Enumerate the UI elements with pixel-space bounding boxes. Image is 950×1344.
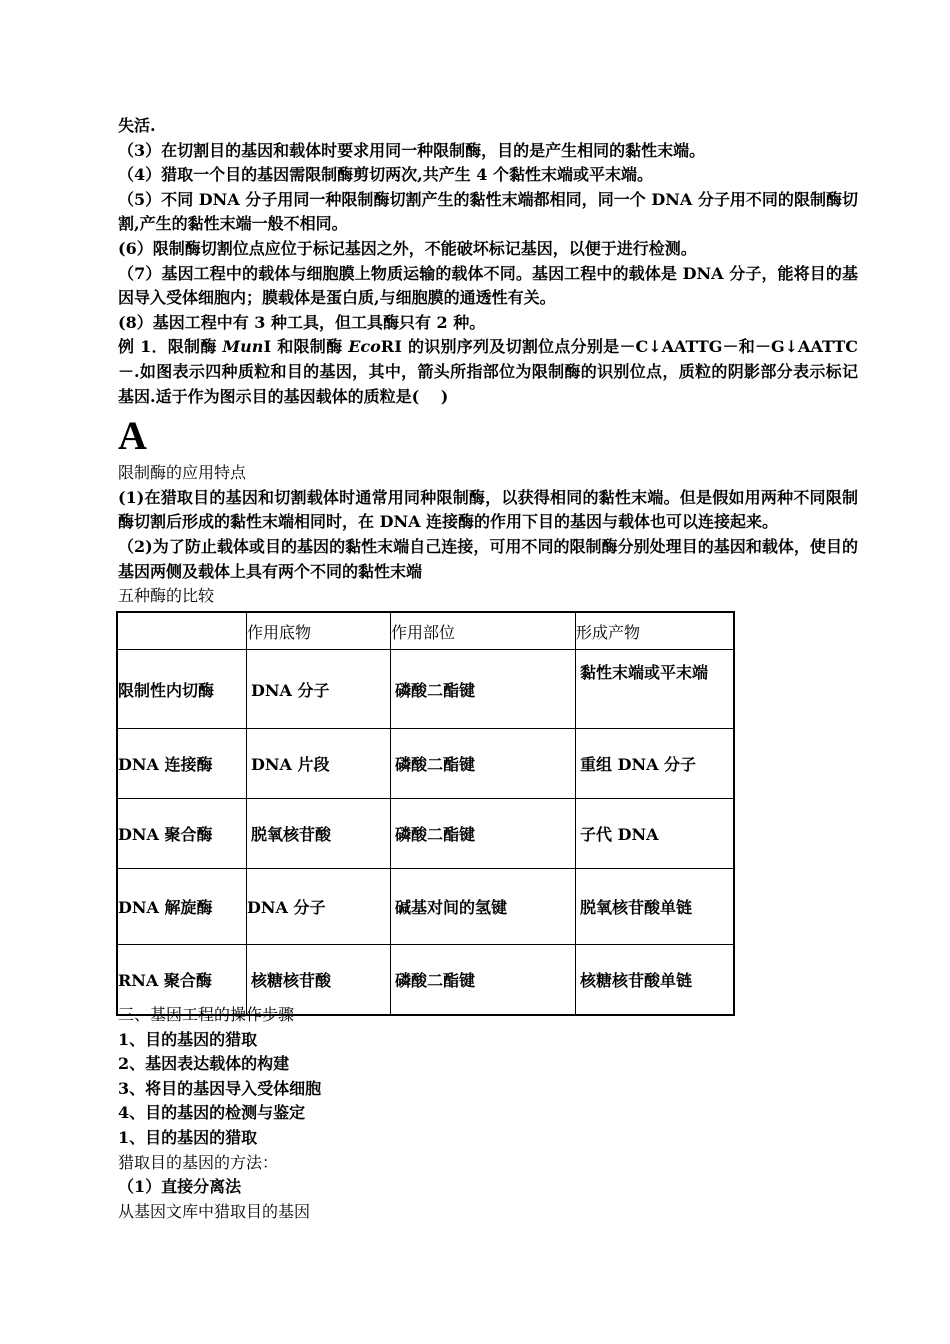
table-cell: 磷酸二酯键: [391, 729, 576, 799]
section-heading: 三、基因工程的操作步骤: [118, 1005, 295, 1024]
example-question: [118, 335, 858, 409]
table-cell: RNA 聚合酶: [117, 945, 247, 1016]
document-body: [118, 114, 858, 609]
paragraph: （4）猎取一个目的基因需限制酶剪切两次,共产生 4 个黏性末端或平末端。: [118, 165, 653, 185]
application-title: 限制酶的应用特点: [118, 463, 247, 483]
table-cell: 子代 DNA: [576, 799, 735, 869]
table-cell: DNA 分子: [247, 869, 391, 945]
table-cell: 核糖核苷酸单链: [576, 945, 735, 1016]
paragraph: （7）基因工程中的载体与细胞膜上物质运输的载体不同。基因工程中的载体是 DNA 分子，能将目的基因导入受体细胞内；膜载体是蛋白质,与细胞膜的通透性有关。: [118, 263, 858, 308]
operation-steps-section: [118, 1003, 321, 1224]
table-cell: DNA 聚合酶: [117, 799, 247, 869]
methods-title: 猎取目的基因的方法：: [118, 1152, 279, 1172]
enzyme-mun: Mun: [222, 337, 264, 357]
table-cell: 黏性末端或平末端: [576, 650, 735, 729]
paragraph: （3）在切割目的基因和载体时要求用同一种限制酶，目的是产生相同的黏性末端。: [118, 140, 706, 160]
enzyme-comparison-table: [116, 611, 735, 1016]
enzyme-eco: Eco: [348, 337, 381, 357]
example-roman1: Ⅰ 和限制酶: [263, 337, 349, 357]
table-cell: DNA 片段: [247, 729, 391, 799]
step-item: 1、目的基因的猎取: [118, 1029, 258, 1049]
paragraph: 失活.: [118, 116, 156, 135]
application-p1: (1)在猎取目的基因和切割载体时通常用同种限制酶，以获得相同的黏性末端。但是假如用两种不同限制酶切割后形成的黏性末端相同时，在 DNA 连接酶的作用下目的基因与载体也可以连接起来。: [118, 487, 858, 532]
sub-heading: 1、目的基因的猎取: [118, 1127, 258, 1147]
table-header-cell: [117, 612, 247, 650]
application-p2: （2)为了防止载体或目的基因的黏性末端自己连接，可用不同的限制酶分别处理目的基因和载体，使目的基因两侧及载体上具有两个不同的黏性末端: [118, 536, 858, 581]
enzyme-eco-r: R: [380, 337, 395, 357]
example-rest: Ⅰ 的识别序列及切割位点分别是－C↓AATTG－和－G↓AATTC－.如图表示四种质粒和目的基因，其中，箭头所指部位为限制酶的识别位点，质粒的阴影部分表示标记基因.适于作为图示目的基因载体的质粒是( ): [118, 337, 858, 406]
table-row: [117, 650, 734, 729]
paragraph: （5）不同 DNA 分子用同一种限制酶切割产生的黏性末端都相同，同一个 DNA 分子用不同的限制酶切割,产生的黏性末端一般不相同。: [118, 189, 858, 234]
table-row: [117, 799, 734, 869]
table-cell: 脱氧核苷酸单链: [576, 869, 735, 945]
table-cell: 限制性内切酶: [117, 650, 247, 729]
table-cell: 碱基对间的氢键: [391, 869, 576, 945]
table-cell: 重组 DNA 分子: [576, 729, 735, 799]
paragraph: (6）限制酶切割位点应位于标记基因之外，不能破坏标记基因，以便于进行检测。: [118, 238, 697, 258]
answer: A: [118, 413, 147, 459]
table-header-cell: 作用部位: [391, 612, 576, 650]
table-row: [117, 869, 734, 945]
method-item: （1）直接分离法: [118, 1177, 242, 1197]
table-cell: 磷酸二酯键: [391, 650, 576, 729]
table-header-cell: 形成产物: [576, 612, 735, 650]
table-cell: DNA 分子: [247, 650, 391, 729]
table-header-row: [117, 612, 734, 650]
table-cell: 核糖核苷酸: [247, 945, 391, 1016]
paragraph: (8）基因工程中有 3 种工具，但工具酶只有 2 种。: [118, 312, 486, 332]
step-item: 2、基因表达载体的构建: [118, 1054, 290, 1074]
table-cell: DNA 解旋酶: [117, 869, 247, 945]
step-item: 4、目的基因的检测与鉴定: [118, 1103, 306, 1123]
table-cell: 磷酸二酯键: [391, 945, 576, 1016]
table-header-cell: 作用底物: [247, 612, 391, 650]
table-cell: DNA 连接酶: [117, 729, 247, 799]
step-item: 3、将目的基因导入受体细胞: [118, 1078, 322, 1098]
table-title: 五种酶的比较: [118, 586, 215, 606]
table-cell: 磷酸二酯键: [391, 799, 576, 869]
method-detail: 从基因文库中猎取目的基因: [118, 1201, 311, 1221]
table-row: [117, 729, 734, 799]
example-prefix: 例 1．限制酶: [118, 337, 223, 357]
table-cell: 脱氧核苷酸: [247, 799, 391, 869]
